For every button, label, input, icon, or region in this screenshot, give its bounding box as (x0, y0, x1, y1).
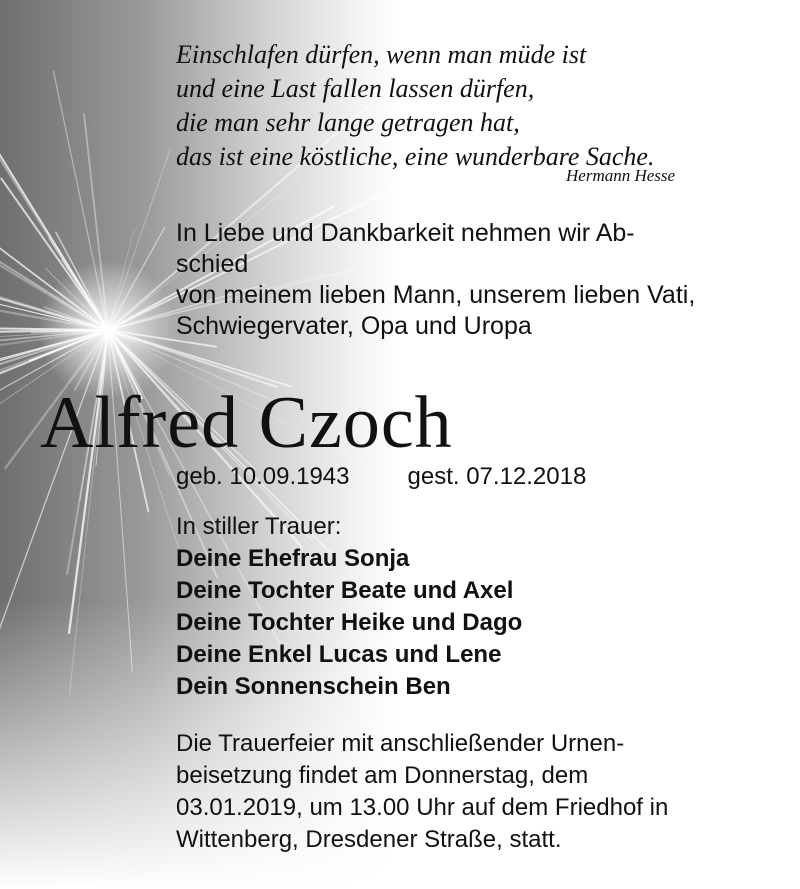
poem-line: die man sehr lange getragen hat, (176, 108, 520, 137)
farewell-line: von meinem lieben Mann, unserem lieben Vati, (176, 281, 696, 309)
mourner: Dein Sonnenschein Ben (176, 673, 451, 700)
life-dates (176, 462, 586, 492)
farewell-text (176, 218, 695, 342)
ceremony-line: Die Trauerfeier mit anschließender Urnen- (176, 730, 625, 757)
ceremony-line: beisetzung findet am Donnerstag, dem (176, 762, 589, 789)
mourner: Deine Tochter Beate und Axel (176, 577, 514, 604)
farewell-line: schied (176, 250, 249, 278)
poem-line: Einschlafen dürfen, wenn man müde ist (176, 40, 587, 69)
farewell-line: Schwiegervater, Opa und Uropa (176, 312, 532, 340)
farewell-line: In Liebe und Dankbarkeit nehmen wir Ab- (176, 219, 635, 247)
poem-line: und eine Last fallen lassen dürfen, (176, 74, 535, 103)
deceased-name: Alfred Czoch (40, 382, 453, 464)
mourners-heading: In stiller Trauer: (176, 513, 342, 540)
ceremony-line: 03.01.2019, um 13.00 Uhr auf dem Friedhof in (176, 794, 669, 821)
poem-author: Hermann Hesse (566, 166, 676, 185)
mourner: Deine Tochter Heike und Dago (176, 609, 523, 636)
poem (176, 38, 654, 174)
birth-date: geb. 10.09.1943 (176, 463, 350, 490)
poem-line: das ist eine köstliche, eine wunderbare Sache. (176, 142, 655, 171)
mourners (176, 511, 522, 703)
death-date: gest. 07.12.2018 (407, 463, 587, 490)
ceremony-line: Wittenberg, Dresdener Straße, statt. (176, 826, 562, 853)
mourner: Deine Enkel Lucas und Lene (176, 641, 502, 668)
mourner: Deine Ehefrau Sonja (176, 545, 410, 572)
ceremony-notice (176, 728, 668, 856)
